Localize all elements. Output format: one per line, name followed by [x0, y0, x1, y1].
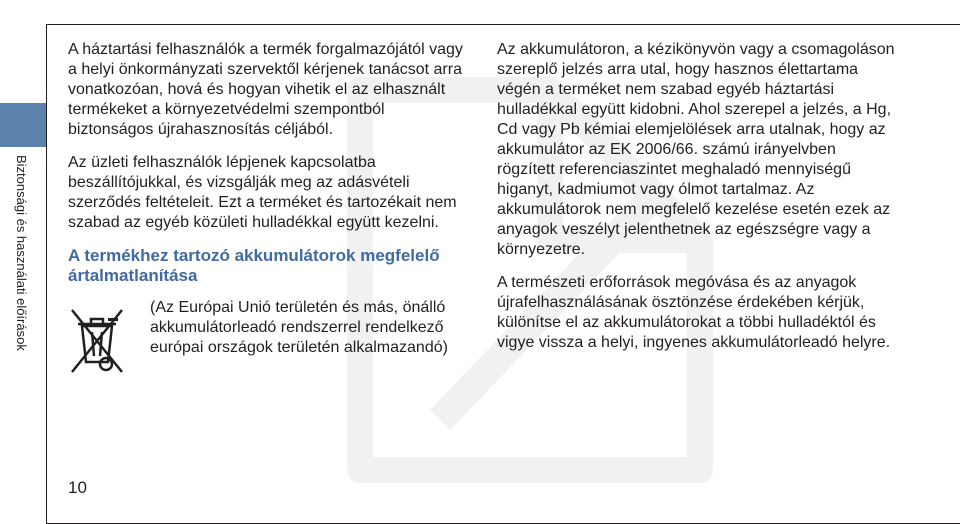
page-number: 10 — [68, 478, 87, 497]
side-rule — [46, 24, 47, 524]
resource-protection-paragraph: A természeti erőforrások megóvása és az anyagok újrafelhasználásának ösztönzése érdekében kérjük, különítse el az akkumulátorokat a többi hulladéktól és vigye vissza a helyi, ingyenes akkumulátorleadó helyre. — [497, 274, 891, 351]
household-users-paragraph: A háztartási felhasználók a termék forgalmazójától vagy a helyi önkormányzati szervektől kérjenek tanácsot arra vonatkozóan, hová és hogyan vihetik el az elhasznált termékeket a környezetvédelmi szempontból biztonságos újrahasznosítás céljából. — [68, 41, 463, 138]
battery-marking-paragraph: Az akkumulátoron, a kézikönyvön vagy a csomagoláson szereplő jelzés arra utal, hogy hasznos élettartama végén a terméket nem szabad egyéb háztartási hulladékkal együtt kidobni. Ahol szerepel a jelzés, a Hg, Cd vagy Pb kémiai elemjelölések arra utalnak, hogy az akkumulátor az EK 2006/66. számú irányelvben rögzített referenciaszintet meghaladó mennyiségű higanyt, kadmiumot vagy ólmot tartalmaz. Az akkumulátorok nem megfelelő kezelése esetén ezek az anyagok veszélyt jelenthetnek az egészségre vagy a környezetre. — [497, 41, 895, 258]
section-label: Biztonsági és használati előírások — [14, 155, 29, 351]
crossed-out-wheeled-bin-icon — [68, 304, 126, 376]
section-tab — [0, 103, 46, 147]
left-column — [68, 40, 468, 376]
battery-disposal-heading: A termékhez tartozó akkumulátorok megfelelő ártalmatlanítása — [68, 246, 440, 285]
battery-note-text: (Az Európai Unió területén és más, önálló akkumulátorleadó rendszerrel rendelkező európai országok területén alkalmazandó) — [150, 299, 448, 356]
battery-note-block — [68, 298, 468, 376]
right-column — [497, 40, 897, 366]
business-users-paragraph: Az üzleti felhasználók lépjenek kapcsolatba beszállítójukkal, és vizsgálják meg az adásvételi szerződés feltételeit. Ezt a terméket és tartozékait nem szabad az egyéb közületi hulladékkal együtt kezelni. — [68, 154, 457, 231]
top-rule — [46, 24, 960, 25]
